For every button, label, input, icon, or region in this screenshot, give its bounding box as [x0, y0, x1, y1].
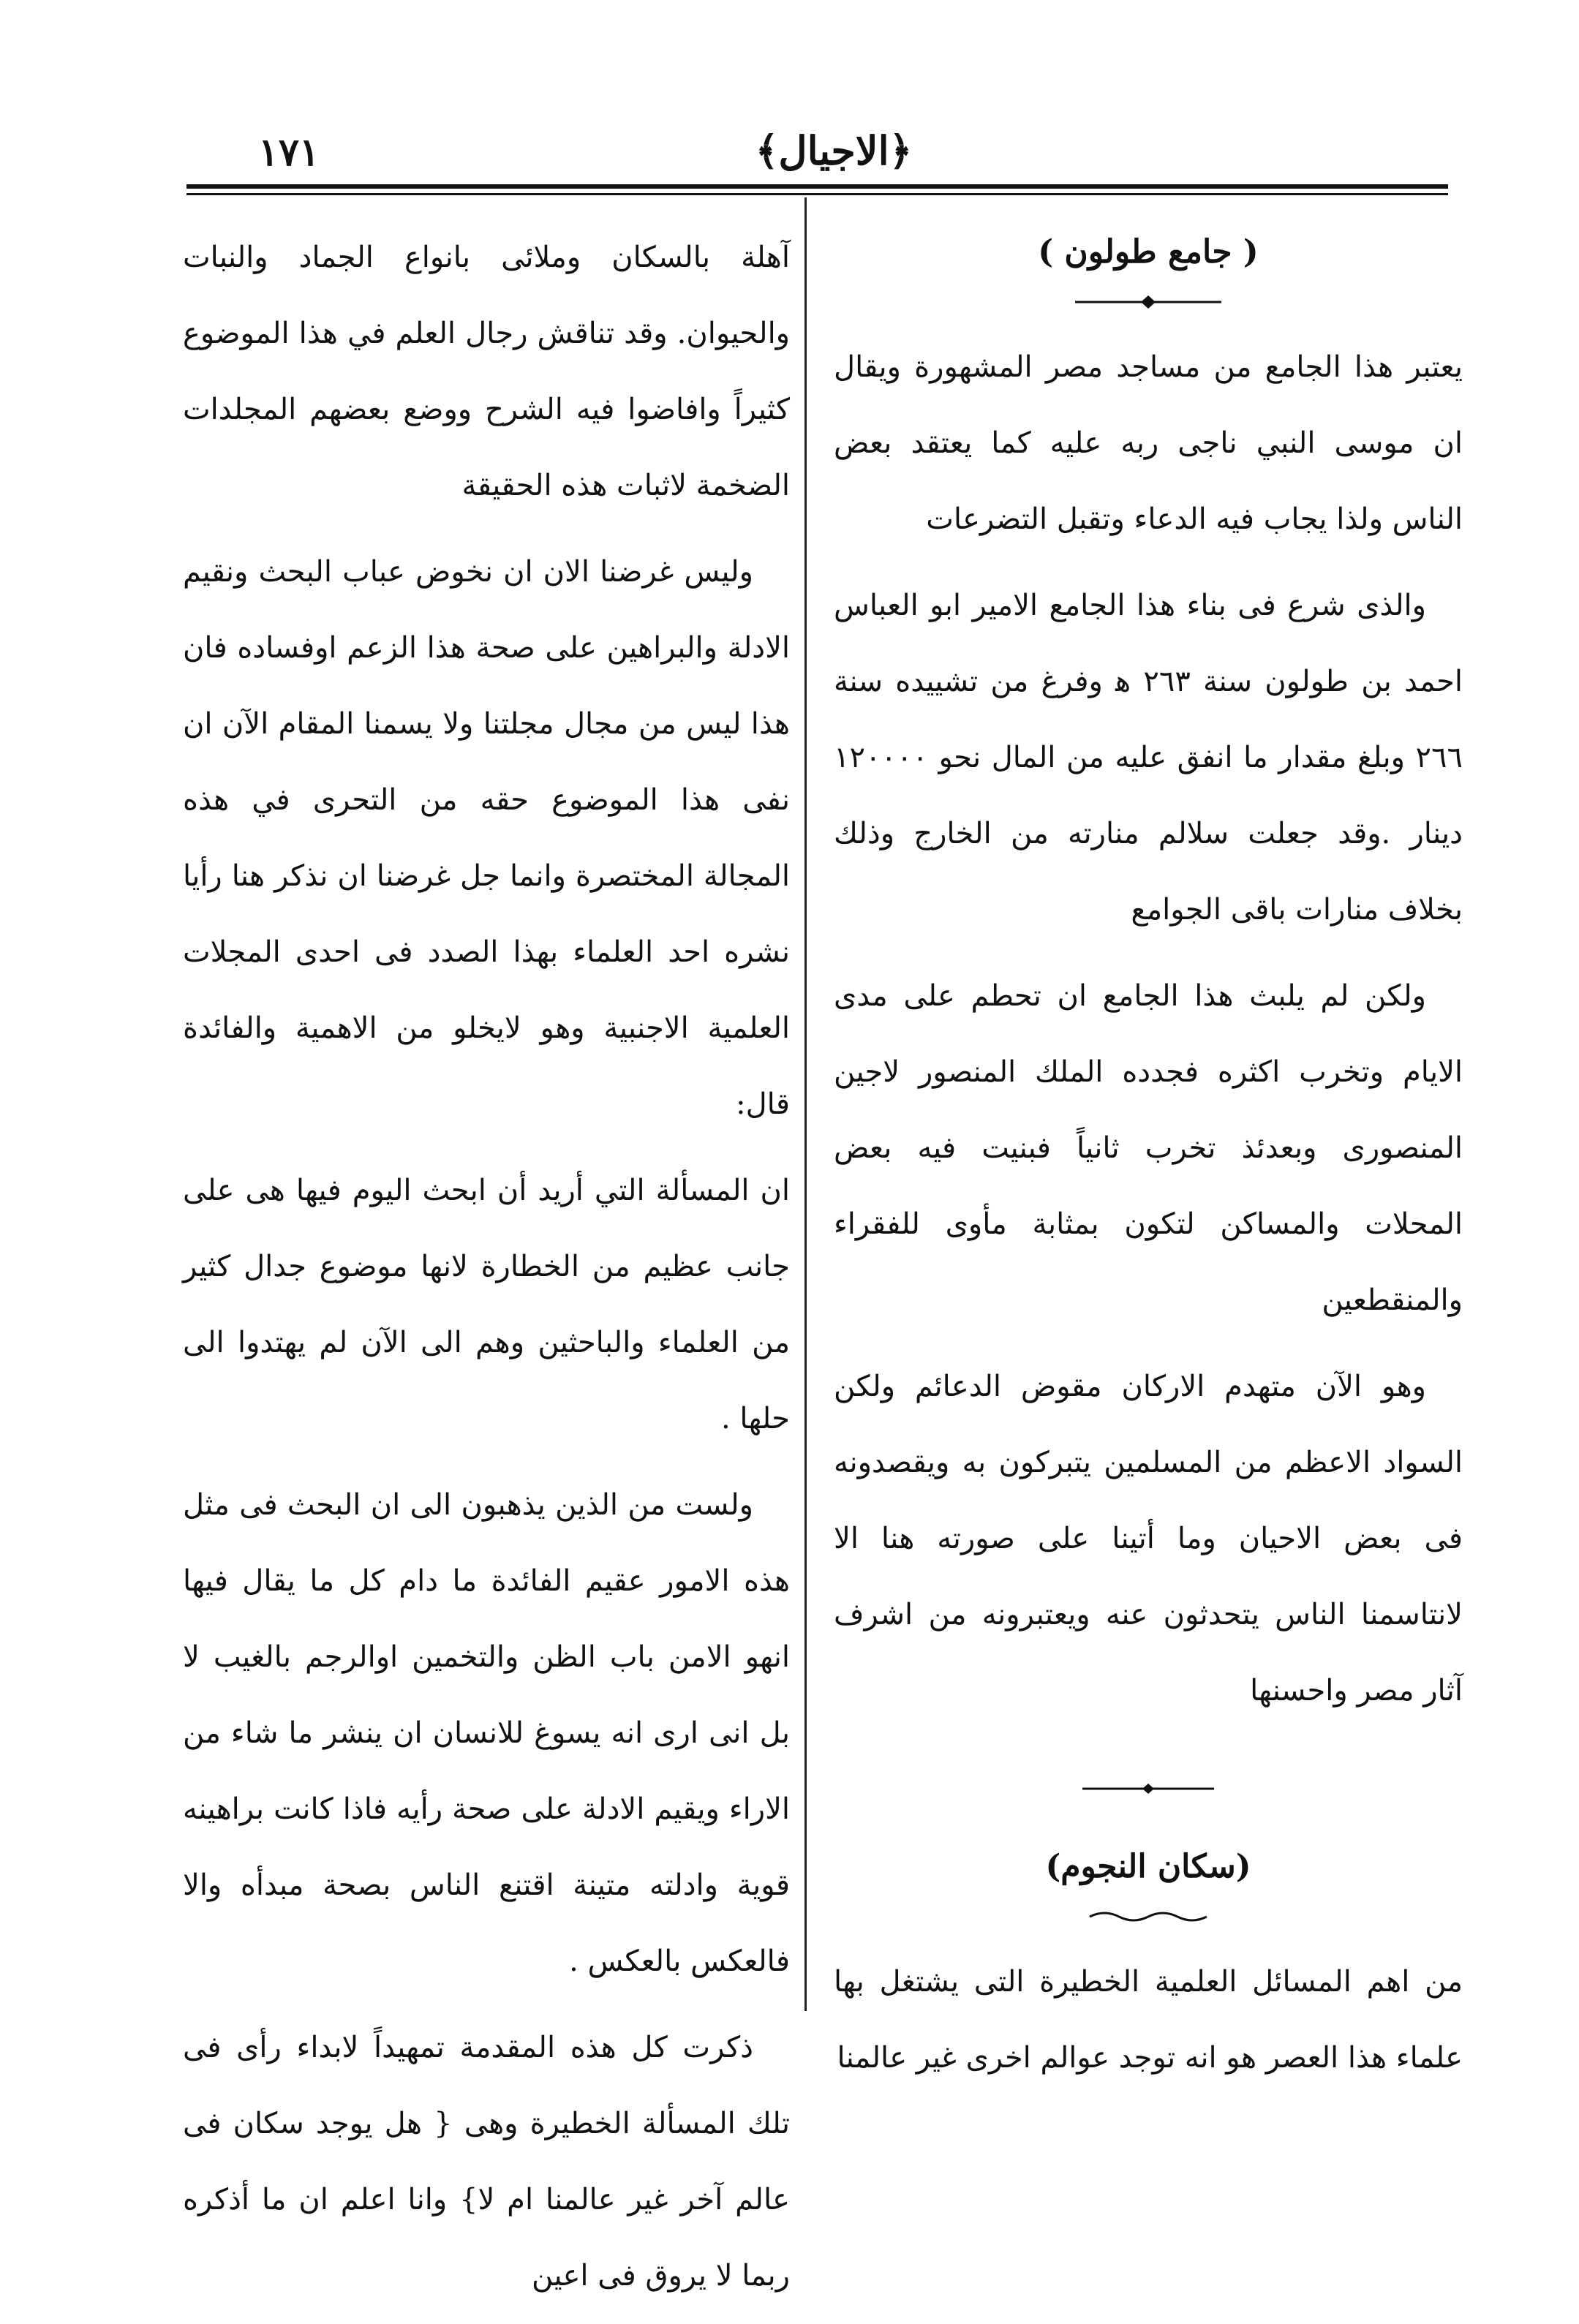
paragraph: ذكرت كل هذه المقدمة تمهيداً لابداء رأى فى تلك المسألة الخطيرة وهى { هل يوجد سكان فى عالم آخر غير عالمنا ام لا} وانا اعلم ان ما أذكره ربما لا يروق فى اعين — [183, 2031, 790, 2293]
paragraph: وهو الآن متهدم الاركان مقوض الدعائم ولكن السواد الاعظم من المسلمين يتبركون به ويقصدونه فى بعض الاحيان وما أتينا على صورته هنا الا لانتاسمنا الناس يتحدثون عنه ويعتبرونه من اشرف آثار مصر واحسنها — [834, 1370, 1463, 1708]
separator-ornament-icon — [1075, 1781, 1221, 1796]
header-rule-thick — [186, 184, 1448, 189]
paragraph: ولكن لم يلبث هذا الجامع ان تحطم على مدى الايام وتخرب اكثره فجدده الملك المنصور لاجين المنصورى وبعدئذ تخرب ثانياً فبنيت فيه بعض المحلات والمساكن لتكون بمثابة مأوى للفقراء والمنقطعين — [834, 979, 1463, 1317]
right-column — [834, 219, 1463, 2106]
header-rule-thin — [186, 193, 1448, 195]
paragraph: وليس غرضنا الان ان نخوض عباب البحث ونقيم الادلة والبراهين على صحة هذا الزعم اوفساده فان هذا ليس من مجال مجلتنا ولا يسمنا المقام الآن ان نفى هذا الموضوع حقه من التحرى في هذه المجالة المختصرة وانما جل غرضنا ان نذكر هنا رأيا نشره احد العلماء بهذا الصدد فى احدى المجلات العلمية الاجنبية وهو لايخلو من الاهمية والفائدة قال: — [183, 555, 790, 1121]
page-number: ١٧١ — [258, 130, 320, 175]
paragraph: يعتبر هذا الجامع من مساجد مصر المشهورة ويقال ان موسى النبي ناجى ربه عليه كما يعتقد بعض الناس ولذا يجاب فيه الدعاء وتقبل التضرعات — [834, 350, 1463, 536]
flourish-icon — [1068, 291, 1229, 313]
section-title-star-inhabitants: (سكان النجوم) — [1045, 1848, 1251, 1885]
paragraph: والذى شرع فى بناء هذا الجامع الامير ابو العباس احمد بن طولون سنة ٢٦٣ ﻫ وفرغ من تشييده سنة ٢٦٦ وبلغ مقدار ما انفق عليه من المال نحو ١٢٠٠٠٠ دينار .وقد جعلت سلالم منارته من الخارج وذلك بخلاف منارات باقى الجوامع — [834, 589, 1463, 927]
paragraph: ان المسألة التي أريد أن ابحث اليوم فيها هى على جانب عظيم من الخطارة لانها موضوع جدال كثير من العلماء والباحثين وهم الى الآن لم يهتدوا الى حلها . — [183, 1174, 790, 1435]
flourish-icon — [1075, 1908, 1221, 1925]
paragraph: آهلة بالسكان وملائى بانواع الجماد والنبات والحيوان. وقد تناقش رجال العلم في هذا الموضوع كثيراً وافاضوا فيه الشرح ووضع بعضهم المجلدات الضخمة لاثبات هذه الحقيقة — [183, 241, 790, 502]
section-title-tulun-mosque: ( جامع طولون ) — [1038, 233, 1259, 271]
paragraph: ولست من الذين يذهبون الى ان البحث فى مثل هذه الامور عقيم الفائدة ما دام كل ما يقال فيها انهو الامن باب الظن والتخمين اوالرجم بالغيب لا بل انى ارى انه يسوغ للانسان ان ينشر ما شاء من الاراء ويقيم الادلة على صحة رأيه فاذا كانت براهينه قوية وادلته متينة اقتنع الناس بصحة مبدأه والا فالعكس بالعكس . — [183, 1488, 790, 1978]
paragraph: من اهم المسائل العلمية الخطيرة التى يشتغل بها علماء هذا العصر هو انه توجد عوالم اخرى غير عالمنا — [834, 1965, 1463, 2075]
column-divider — [804, 197, 807, 2011]
ornament-divider — [834, 285, 1463, 314]
ornament-divider — [834, 1900, 1463, 1929]
running-title: ﴿الاجيال﴾ — [755, 127, 913, 174]
left-column — [183, 219, 790, 2324]
section-separator — [834, 1739, 1463, 1834]
